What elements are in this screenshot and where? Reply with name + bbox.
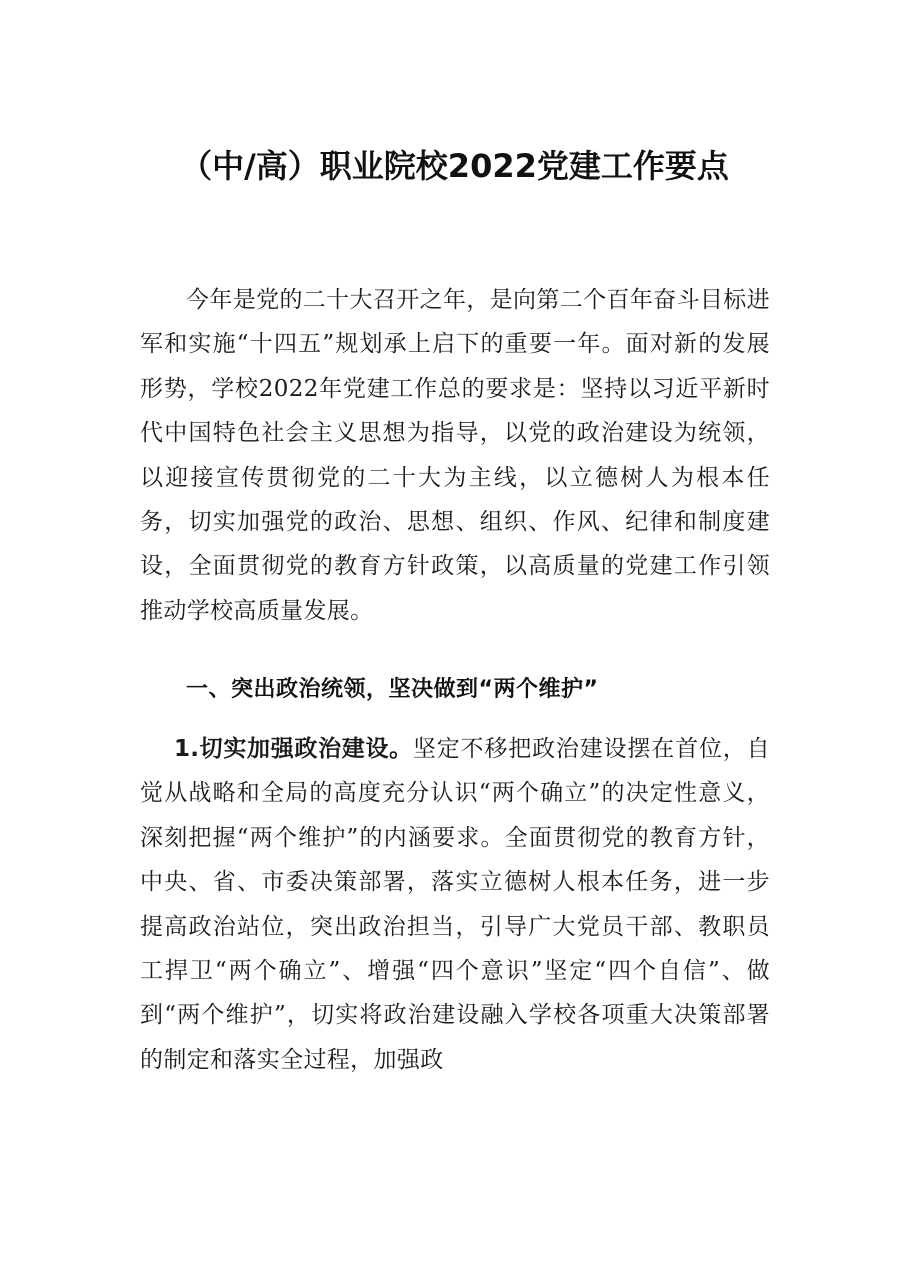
- section-heading: 一、突出政治统领，坚决做到“两个维护”: [186, 677, 599, 702]
- item-text: 坚定不移把政治建设摆在首位，自觉从战略和全局的高度充分认识“两个确立”的决定性意义，深刻把握“两个维护”的内涵要求。全面贯彻党的教育方针，中央、省、市委决策部署，落实立德树人根本任务，进一步提高政治站位，突出政治担当，引导广大党员干部、教职员工捍卫“两个确立”、增强“四个意识”坚定“四个自信”、做到“两个维护”，切实将政治建设融入学校各项重大决策部署的制定和落实全过程，加强政: [140, 736, 770, 1073]
- item-lead: 1.切实加强政治建设。: [174, 736, 413, 762]
- item-paragraph: [140, 727, 770, 1082]
- intro-paragraph: 今年是党的二十大召开之年，是向第二个百年奋斗目标进军和实施“十四五”规划承上启下的重要一年。面对新的发展形势，学校2022年党建工作总的要求是：坚持以习近平新时代中国特色社会主义思想为指导，以党的政治建设为统领，以迎接宣传贯彻党的二十大为主线，以立德树人为根本任务，切实加强党的政治、思想、组织、作风、纪律和制度建设，全面贯彻党的教育方针政策，以高质量的党建工作引领推动学校高质量发展。: [140, 287, 770, 624]
- document-title: （中/高）职业院校2022党建工作要点: [180, 147, 729, 185]
